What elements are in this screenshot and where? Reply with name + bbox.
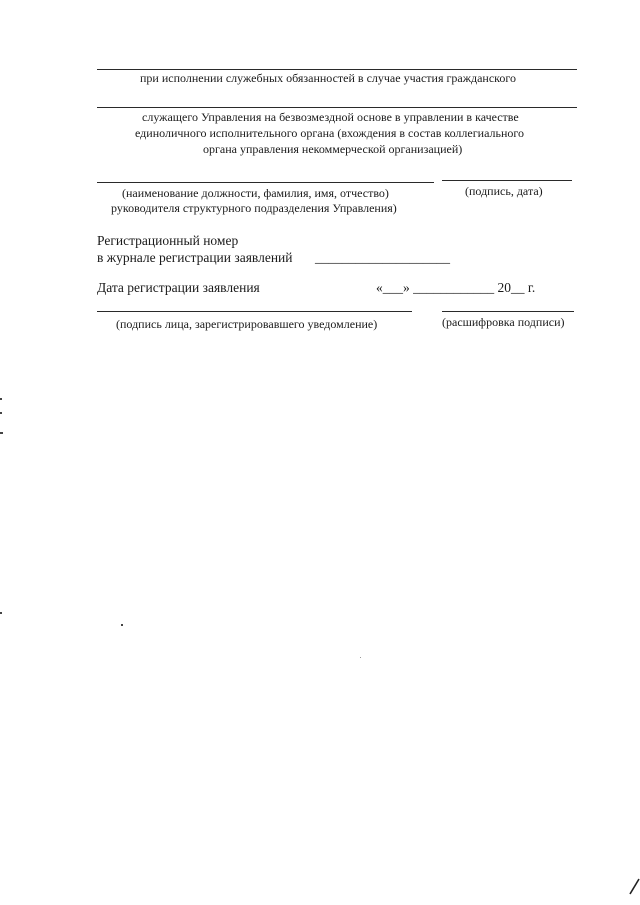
- scan-mark: [0, 432, 3, 434]
- registration-number-label: Регистрационный номер: [97, 233, 239, 248]
- registrar-transcript-caption: (расшифровка подписи): [442, 315, 565, 329]
- registration-journal-label: в журнале регистрации заявлений: [97, 250, 293, 265]
- registration-number-blank: ____________________: [315, 250, 450, 265]
- purpose-line-4: органа управления некоммерческой организацией): [203, 142, 463, 156]
- top-rule: [97, 69, 577, 70]
- scan-mark: [0, 398, 2, 400]
- registrar-signature-rule: [97, 311, 412, 312]
- name-caption-2: руководителя структурного подразделения Управления): [111, 201, 397, 215]
- signature-date-caption: (подпись, дата): [465, 184, 543, 198]
- scan-mark: [360, 657, 361, 658]
- registrar-signature-caption: (подпись лица, зарегистрировавшего уведомление): [116, 317, 378, 331]
- purpose-line-1: при исполнении служебных обязанностей в случае участия гражданского: [140, 71, 517, 85]
- name-caption-1: (наименование должности, фамилия, имя, отчество): [122, 186, 389, 200]
- registration-date-value: «___» ____________ 20__ г.: [376, 280, 536, 295]
- name-rule: [97, 182, 434, 183]
- registrar-transcript-rule: [442, 311, 574, 312]
- scan-mark: [0, 612, 2, 614]
- scan-mark: [0, 412, 2, 414]
- scan-edge-stroke: [628, 878, 640, 896]
- registration-date-label: Дата регистрации заявления: [97, 280, 260, 295]
- second-rule: [97, 107, 577, 108]
- scan-mark: [121, 624, 123, 626]
- purpose-line-3: единоличного исполнительного органа (вхождения в состав коллегиального: [135, 126, 525, 140]
- signature-date-rule: [442, 180, 572, 181]
- purpose-line-2: служащего Управления на безвозмездной основе в управлении в качестве: [142, 110, 519, 124]
